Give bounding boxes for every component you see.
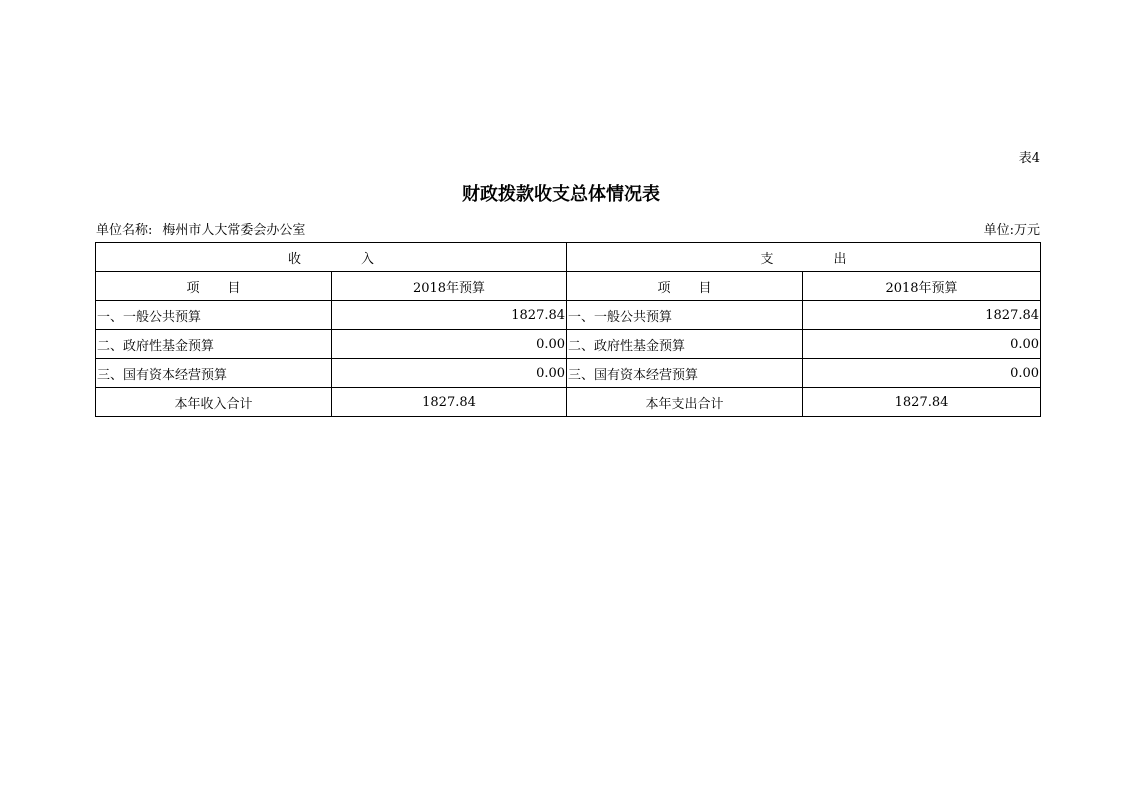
income-value: 0.00	[332, 330, 567, 359]
total-row	[96, 388, 1041, 417]
unit-info	[96, 219, 305, 238]
expense-item-header: 项目	[567, 272, 803, 301]
expense-item: 二、政府性基金预算	[567, 330, 803, 359]
table-row	[96, 359, 1041, 388]
expense-budget-header: 2018年预算	[803, 272, 1041, 301]
income-item: 二、政府性基金预算	[96, 330, 332, 359]
expense-value: 0.00	[803, 359, 1041, 388]
expense-header: 支出	[567, 243, 1041, 272]
income-item: 一、一般公共预算	[96, 301, 332, 330]
section-header-row	[96, 243, 1041, 272]
income-total-value: 1827.84	[332, 388, 567, 417]
expense-total-label: 本年支出合计	[567, 388, 803, 417]
expense-total-value: 1827.84	[803, 388, 1041, 417]
income-value: 1827.84	[332, 301, 567, 330]
income-item-header: 项目	[96, 272, 332, 301]
expense-value: 1827.84	[803, 301, 1041, 330]
unit-name: 梅州市人大常委会办公室	[162, 223, 306, 238]
page-title: 财政拨款收支总体情况表	[462, 184, 660, 205]
income-budget-header: 2018年预算	[332, 272, 567, 301]
income-item: 三、国有资本经营预算	[96, 359, 332, 388]
income-total-label: 本年收入合计	[96, 388, 332, 417]
table-number: 表4	[1018, 151, 1040, 166]
column-header-row	[96, 272, 1041, 301]
budget-table	[95, 242, 1041, 417]
expense-value: 0.00	[803, 330, 1041, 359]
income-header: 收入	[96, 243, 567, 272]
unit-label: 单位名称:	[96, 223, 153, 238]
table-row	[96, 301, 1041, 330]
expense-item: 一、一般公共预算	[567, 301, 803, 330]
meta-row	[96, 219, 1040, 237]
expense-item: 三、国有资本经营预算	[567, 359, 803, 388]
income-value: 0.00	[332, 359, 567, 388]
table-row	[96, 330, 1041, 359]
currency-unit: 单位:万元	[983, 223, 1040, 238]
